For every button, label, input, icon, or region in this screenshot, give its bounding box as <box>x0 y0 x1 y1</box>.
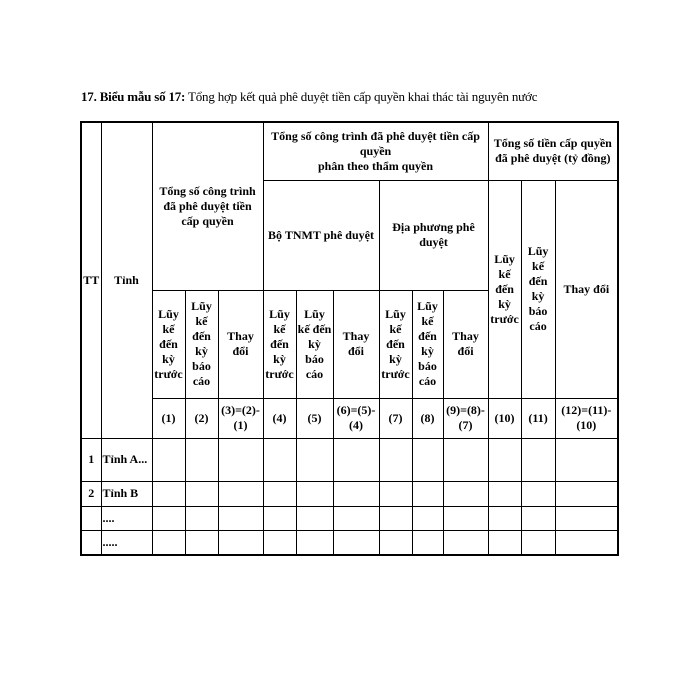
table-cell[interactable] <box>379 481 412 506</box>
column-number: (4) <box>263 398 296 438</box>
table-cell[interactable] <box>521 506 555 530</box>
column-number: (7) <box>379 398 412 438</box>
table-cell[interactable] <box>218 506 263 530</box>
table-cell[interactable] <box>296 438 333 481</box>
column-number: (8) <box>412 398 443 438</box>
table-row <box>81 481 618 506</box>
table-cell[interactable] <box>488 481 521 506</box>
header-phan-theo-line1: Tổng số công trình đã phê duyệt tiền cấp quyền <box>271 128 480 158</box>
table-cell[interactable] <box>185 506 218 530</box>
table-cell[interactable] <box>412 530 443 555</box>
header-tien-thay-doi: Thay đổi <box>555 180 618 398</box>
header-bo-thay-doi: Thay đổi <box>333 290 379 398</box>
column-number: (11) <box>521 398 555 438</box>
table-cell[interactable] <box>555 506 618 530</box>
table-cell[interactable] <box>152 438 185 481</box>
table-cell[interactable] <box>333 481 379 506</box>
row-tt <box>81 506 101 530</box>
table-cell[interactable] <box>443 481 488 506</box>
table-cell[interactable] <box>521 530 555 555</box>
row-tinh: Tỉnh A... <box>101 438 152 481</box>
header-phan-theo-line2: phân theo thẩm quyền <box>318 158 434 173</box>
form-title-prefix: 17. Biểu mẫu số 17: <box>81 89 186 104</box>
column-number: (6)=(5)-(4) <box>333 398 379 438</box>
table-cell[interactable] <box>263 438 296 481</box>
table-cell[interactable] <box>185 438 218 481</box>
table-cell[interactable] <box>263 481 296 506</box>
table-cell[interactable] <box>296 530 333 555</box>
row-tt: 1 <box>81 438 101 481</box>
header-dp-thay-doi: Thay đổi <box>443 290 488 398</box>
table-cell[interactable] <box>379 530 412 555</box>
column-number: (10) <box>488 398 521 438</box>
table-cell[interactable] <box>152 506 185 530</box>
table-cell[interactable] <box>488 530 521 555</box>
row-tt: 2 <box>81 481 101 506</box>
table-cell[interactable] <box>296 506 333 530</box>
table-cell[interactable] <box>412 506 443 530</box>
table-cell[interactable] <box>152 481 185 506</box>
column-number: (1) <box>152 398 185 438</box>
header-dp-luy-ke-truoc: Lũy kế đến kỳ trước <box>379 290 412 398</box>
header-bo-luy-ke-truoc: Lũy kế đến kỳ trước <box>263 290 296 398</box>
header-dia-phuong: Địa phương phê duyệt <box>379 180 488 290</box>
table-cell[interactable] <box>379 438 412 481</box>
header-tien-luy-ke-bao-cao: Lũy kế đến kỳ báo cáo <box>521 180 555 398</box>
table-cell[interactable] <box>218 438 263 481</box>
header-bo-luy-ke-bao-cao: Lũy kế đến kỳ báo cáo <box>296 290 333 398</box>
table-cell[interactable] <box>443 530 488 555</box>
header-tt: TT <box>81 122 101 438</box>
table-cell[interactable] <box>521 438 555 481</box>
header-tong-so-tien: Tổng số tiền cấp quyền đã phê duyệt (tỷ đồng) <box>488 122 618 180</box>
header-tong-so-cong-trinh: Tổng số công trình đã phê duyệt tiền cấp quyền <box>152 122 263 290</box>
summary-table <box>80 121 619 556</box>
table-cell[interactable] <box>218 481 263 506</box>
table-cell[interactable] <box>379 506 412 530</box>
table-cell[interactable] <box>555 438 618 481</box>
table-cell[interactable] <box>443 438 488 481</box>
table-cell[interactable] <box>555 530 618 555</box>
form-title-text: Tổng hợp kết quả phê duyệt tiền cấp quyền khai thác tài nguyên nước <box>188 89 538 104</box>
table-cell[interactable] <box>263 530 296 555</box>
column-number: (5) <box>296 398 333 438</box>
table-cell[interactable] <box>412 438 443 481</box>
header-phan-theo-tham-quyen <box>263 122 488 180</box>
table-cell[interactable] <box>333 506 379 530</box>
table-cell[interactable] <box>333 438 379 481</box>
header-tong-luy-ke-bao-cao: Lũy kế đến kỳ báo cáo <box>185 290 218 398</box>
header-bo-tnmt: Bộ TNMT phê duyệt <box>263 180 379 290</box>
table-row <box>81 530 618 555</box>
row-tinh: .... <box>101 506 152 530</box>
table-cell[interactable] <box>521 481 555 506</box>
table-cell[interactable] <box>443 506 488 530</box>
header-tong-luy-ke-truoc: Lũy kế đến kỳ trước <box>152 290 185 398</box>
column-number: (2) <box>185 398 218 438</box>
table-cell[interactable] <box>488 438 521 481</box>
table-cell[interactable] <box>555 481 618 506</box>
table-cell[interactable] <box>333 530 379 555</box>
table-cell[interactable] <box>185 481 218 506</box>
header-tong-thay-doi: Thay đổi <box>218 290 263 398</box>
table-cell[interactable] <box>218 530 263 555</box>
table-cell[interactable] <box>412 481 443 506</box>
header-tinh: Tỉnh <box>101 122 152 438</box>
table-cell[interactable] <box>263 506 296 530</box>
table-row <box>81 506 618 530</box>
table-cell[interactable] <box>185 530 218 555</box>
table-cell[interactable] <box>488 506 521 530</box>
row-tinh: Tỉnh B <box>101 481 152 506</box>
header-tien-luy-ke-truoc: Lũy kế đến kỳ trước <box>488 180 521 398</box>
table-cell[interactable] <box>152 530 185 555</box>
header-dp-luy-ke-bao-cao: Lũy kế đến kỳ báo cáo <box>412 290 443 398</box>
row-tt <box>81 530 101 555</box>
column-number: (12)=(11)-(10) <box>555 398 618 438</box>
column-number: (3)=(2)-(1) <box>218 398 263 438</box>
form-title <box>81 89 641 105</box>
table-row <box>81 438 618 481</box>
column-number: (9)=(8)-(7) <box>443 398 488 438</box>
table-cell[interactable] <box>296 481 333 506</box>
row-tinh: ..... <box>101 530 152 555</box>
